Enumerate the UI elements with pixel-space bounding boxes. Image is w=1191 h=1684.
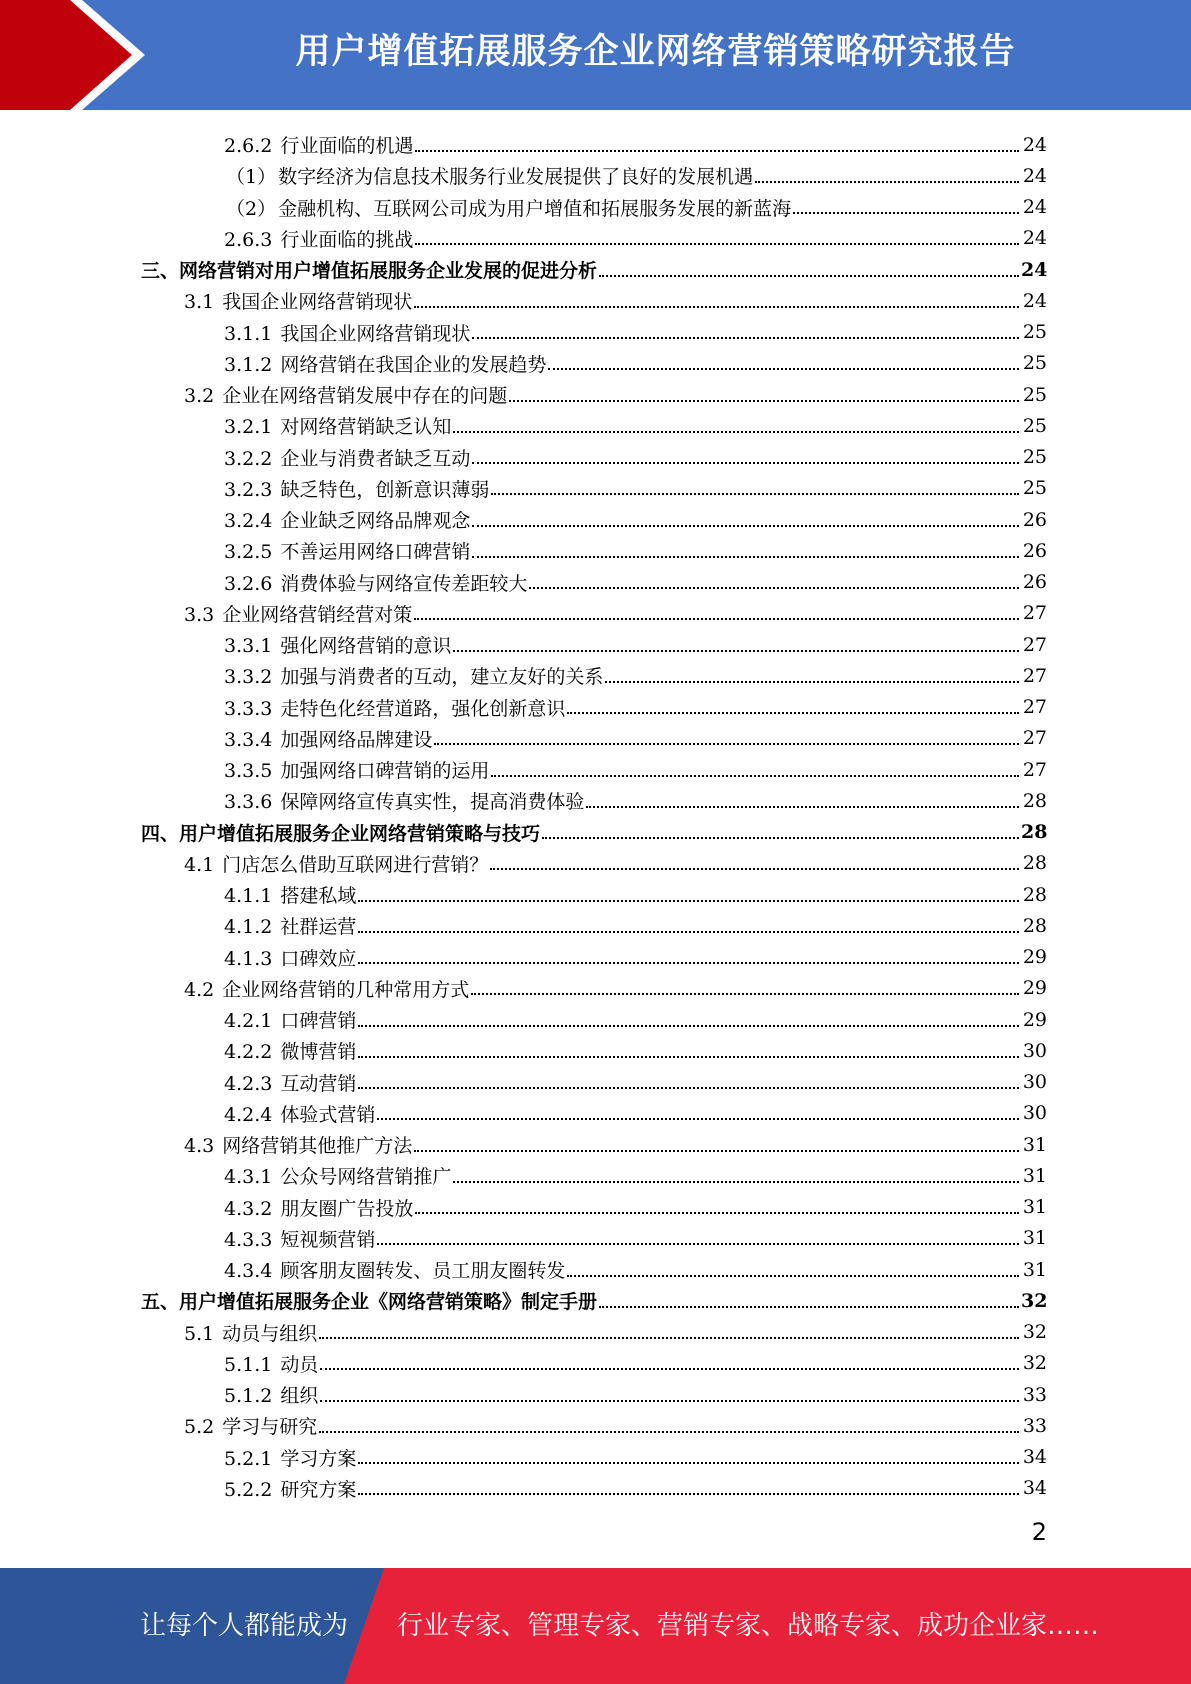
toc-dot-leader — [414, 306, 1019, 308]
toc-entry-label — [224, 1194, 415, 1221]
toc-dot-leader — [491, 775, 1019, 777]
toc-entry[interactable] — [0, 598, 1191, 629]
toc-entry-text: 短视频营销 — [280, 1228, 376, 1251]
toc-entry-page: 25 — [1022, 477, 1047, 500]
toc-dot-leader — [358, 931, 1019, 933]
toc-entry-label — [224, 1381, 320, 1408]
toc-dot-leader — [472, 556, 1019, 558]
toc-entry-label — [141, 819, 542, 846]
toc-entry[interactable] — [0, 1192, 1191, 1223]
footer-slogan-right: 行业专家、管理专家、营销专家、战略专家、成功企业家…… — [397, 1611, 1100, 1641]
toc-entry[interactable] — [0, 910, 1191, 941]
toc-entry[interactable] — [0, 848, 1191, 879]
toc-dot-leader — [358, 962, 1019, 964]
toc-entry-page: 33 — [1022, 1383, 1047, 1406]
toc-entry-page: 25 — [1022, 446, 1047, 469]
toc-entry[interactable] — [0, 879, 1191, 910]
toc-entry-number: 3.3.4 — [224, 728, 273, 751]
toc-entry-number: 3.3.3 — [224, 697, 273, 720]
toc-entry-page: 28 — [1022, 852, 1047, 875]
toc-entry[interactable] — [0, 317, 1191, 348]
toc-entry[interactable] — [0, 942, 1191, 973]
toc-entry-number: 3.2.5 — [224, 541, 273, 564]
toc-entry[interactable] — [0, 723, 1191, 754]
toc-entry-label — [224, 475, 491, 502]
toc-entry-page: 25 — [1022, 321, 1047, 344]
toc-entry-number: 3.3.6 — [224, 791, 273, 814]
toc-entry-text: 公众号网络营销推广 — [280, 1166, 452, 1189]
toc-entry-label — [184, 975, 471, 1002]
toc-entry[interactable] — [0, 379, 1191, 410]
toc-entry-text: 加强与消费者的互动，建立友好的关系 — [280, 666, 604, 689]
toc-entry-text: 保障网络宣传真实性，提高消费体验 — [280, 791, 585, 814]
toc-dot-leader — [586, 806, 1019, 808]
toc-entry-label — [184, 381, 509, 408]
toc-entry-page: 31 — [1022, 1258, 1047, 1281]
toc-dot-leader — [453, 650, 1019, 652]
toc-entry-text: 行业面临的机遇 — [280, 135, 414, 158]
toc-entry-label — [224, 725, 434, 752]
toc-entry-number: 3.3.1 — [224, 635, 273, 658]
toc-dot-leader — [320, 1400, 1019, 1402]
toc-entry-text: 网络营销其他推广方法 — [222, 1135, 413, 1158]
toc-entry-page: 26 — [1022, 508, 1047, 531]
toc-entry[interactable] — [0, 442, 1191, 473]
toc-entry-label — [184, 850, 490, 877]
toc-entry-text: 微博营销 — [280, 1041, 357, 1064]
toc-entry-label — [224, 631, 453, 658]
toc-entry-label — [224, 1162, 453, 1189]
toc-entry-page: 24 — [1022, 164, 1047, 187]
toc-entry[interactable] — [0, 192, 1191, 223]
toc-entry-text: 企业网络营销的几种常用方式 — [222, 978, 470, 1001]
toc-entry[interactable] — [0, 1098, 1191, 1129]
toc-entry-number: 3.2.1 — [224, 416, 273, 439]
toc-entry-label — [224, 787, 586, 814]
toc-entry-label — [224, 1225, 377, 1252]
toc-entry-number: 5.1 — [184, 1322, 215, 1345]
toc-dot-leader — [542, 837, 1019, 839]
toc-entry-label — [184, 600, 414, 627]
toc-entry[interactable] — [0, 223, 1191, 254]
toc-dot-leader — [490, 868, 1019, 870]
toc-entry-text: 缺乏特色，创新意识薄弱 — [280, 478, 490, 501]
toc-entry-page: 31 — [1022, 1196, 1047, 1219]
toc-entry-label — [224, 537, 472, 564]
header-chevron-icon — [0, 0, 160, 110]
toc-entry-text: 企业在网络营销发展中存在的问题 — [222, 385, 508, 408]
toc-entry[interactable] — [0, 1442, 1191, 1473]
toc-entry-page: 28 — [1022, 883, 1047, 906]
toc-entry-label — [224, 350, 548, 377]
toc-entry-label — [184, 1131, 414, 1158]
toc-entry[interactable] — [0, 535, 1191, 566]
toc-entry-label — [184, 1412, 319, 1439]
toc-entry[interactable] — [0, 1223, 1191, 1254]
toc-entry-page: 30 — [1022, 1071, 1047, 1094]
toc-entry-text: 三、网络营销对用户增值拓展服务企业发展的促进分析 — [141, 260, 598, 283]
toc-entry[interactable] — [0, 285, 1191, 316]
toc-entry-number: 4.3.1 — [224, 1166, 273, 1189]
toc-dot-leader — [605, 681, 1019, 683]
toc-entry-text: 对网络营销缺乏认知 — [280, 416, 452, 439]
toc-entry-number: 3.2.6 — [224, 572, 273, 595]
toc-entry-text: 加强网络口碑营销的运用 — [280, 760, 490, 783]
toc-entry[interactable] — [0, 1379, 1191, 1410]
toc-entry[interactable] — [0, 785, 1191, 816]
toc-entry-label — [224, 1069, 358, 1096]
toc-entry-label — [224, 412, 453, 439]
toc-entry-label — [224, 444, 472, 471]
toc-dot-leader — [509, 400, 1019, 402]
toc-entry-label — [141, 1287, 599, 1314]
toc-entry-number: 2.6.3 — [224, 228, 273, 251]
toc-entry-label — [224, 1475, 358, 1502]
toc-dot-leader — [793, 212, 1019, 214]
toc-dot-leader — [548, 368, 1019, 370]
toc-dot-leader — [472, 525, 1019, 527]
toc-entry-text: 口碑营销 — [280, 1010, 357, 1033]
toc-entry-text: 企业网络营销经营对策 — [222, 603, 413, 626]
toc-entry-number: 4.1.3 — [224, 947, 273, 970]
toc-entry-label — [224, 1350, 320, 1377]
toc-entry-text: 我国企业网络营销现状 — [280, 322, 471, 345]
toc-entry-page: 26 — [1022, 539, 1047, 562]
toc-entry-number: 5.1.1 — [224, 1353, 273, 1376]
toc-entry-label — [224, 1100, 377, 1127]
toc-entry-text: 体验式营销 — [280, 1103, 376, 1126]
toc-dot-leader — [529, 587, 1019, 589]
toc-entry-number: 4.1.2 — [224, 916, 273, 939]
toc-entry-page: 24 — [1022, 133, 1047, 156]
toc-entry-page: 31 — [1022, 1227, 1047, 1250]
toc-entry-text: 不善运用网络口碑营销 — [280, 541, 471, 564]
toc-entry-page: 29 — [1022, 946, 1047, 969]
toc-entry-page: 29 — [1022, 1008, 1047, 1031]
toc-dot-leader — [358, 900, 1019, 902]
toc-entry[interactable] — [0, 1129, 1191, 1160]
toc-entry-page: 24 — [1022, 289, 1047, 312]
toc-entry-page: 27 — [1022, 727, 1047, 750]
toc-entry-number: 5.1.2 — [224, 1385, 273, 1408]
toc-dot-leader — [358, 1493, 1019, 1495]
toc-entry[interactable] — [0, 817, 1191, 848]
toc-entry-number: 3.1.1 — [224, 322, 273, 345]
toc-dot-leader — [453, 431, 1019, 433]
toc-entry-number: 3.2.4 — [224, 510, 273, 533]
toc-dot-leader — [415, 150, 1019, 152]
toc-dot-leader — [358, 1087, 1019, 1089]
toc-entry[interactable] — [0, 567, 1191, 598]
toc-dot-leader — [358, 1025, 1019, 1027]
toc-entry-number: 4.2.1 — [224, 1010, 273, 1033]
toc-entry-number: （1） — [226, 166, 277, 189]
toc-entry-label — [224, 694, 567, 721]
toc-entry[interactable] — [0, 473, 1191, 504]
toc-entry[interactable] — [0, 1035, 1191, 1066]
toc-entry-label — [224, 662, 605, 689]
toc-entry-text: 研究方案 — [280, 1478, 357, 1501]
toc-entry-page: 27 — [1022, 602, 1047, 625]
table-of-contents — [0, 129, 1191, 1504]
page-header — [0, 0, 1191, 110]
toc-entry[interactable] — [0, 660, 1191, 691]
toc-entry[interactable] — [0, 973, 1191, 1004]
toc-entry-label — [224, 1256, 567, 1283]
toc-entry-label — [224, 881, 358, 908]
footer-slogan-left: 让每个人都能成为 — [140, 1611, 349, 1641]
toc-entry-number: 3.3.5 — [224, 760, 273, 783]
toc-entry-text: 企业缺乏网络品牌观念 — [280, 510, 471, 533]
toc-entry[interactable] — [0, 504, 1191, 535]
toc-dot-leader — [567, 712, 1019, 714]
toc-entry-label — [224, 912, 358, 939]
toc-entry-text: 数字经济为信息技术服务行业发展提供了良好的发展机遇 — [278, 166, 754, 189]
toc-entry-number: 4.2.4 — [224, 1103, 273, 1126]
toc-entry-page: 26 — [1022, 571, 1047, 594]
toc-entry-number: 4.3 — [184, 1135, 215, 1158]
toc-entry-page: 34 — [1022, 1446, 1047, 1469]
toc-entry-page: 32 — [1022, 1321, 1047, 1344]
toc-entry-text: 社群运营 — [280, 916, 357, 939]
toc-entry-page: 30 — [1022, 1102, 1047, 1125]
toc-entry-label — [224, 319, 472, 346]
toc-entry[interactable] — [0, 754, 1191, 785]
toc-entry-text: 走特色化经营道路，强化创新意识 — [280, 697, 566, 720]
toc-entry-text: 搭建私域 — [280, 885, 357, 908]
toc-entry-text: 消费体验与网络宣传差距较大 — [280, 572, 528, 595]
toc-entry-number: 3.3 — [184, 603, 215, 626]
toc-entry-label — [184, 1319, 319, 1346]
toc-dot-leader — [471, 993, 1019, 995]
page-footer — [0, 1568, 1191, 1684]
toc-entry-number: 3.2 — [184, 385, 215, 408]
toc-entry-text: 口碑效应 — [280, 947, 357, 970]
toc-dot-leader — [415, 243, 1019, 245]
toc-entry-page: 27 — [1022, 633, 1047, 656]
toc-entry-number: 3.2.2 — [224, 447, 273, 470]
toc-entry-label — [224, 944, 358, 971]
toc-entry-text: 朋友圈广告投放 — [280, 1197, 414, 1220]
toc-entry-page: 25 — [1022, 352, 1047, 375]
toc-entry[interactable] — [0, 129, 1191, 160]
toc-entry-text: 动员 — [280, 1353, 319, 1376]
toc-entry-label — [224, 1037, 358, 1064]
toc-entry-label — [226, 194, 793, 221]
toc-entry-page: 29 — [1022, 977, 1047, 1000]
toc-entry-text: 加强网络品牌建设 — [280, 728, 433, 751]
toc-entry-page: 27 — [1022, 664, 1047, 687]
toc-entry-number: 3.3.2 — [224, 666, 273, 689]
toc-entry-number: 2.6.2 — [224, 135, 273, 158]
toc-dot-leader — [358, 1056, 1019, 1058]
toc-entry-label — [224, 1006, 358, 1033]
toc-entry-number: 5.2 — [184, 1416, 215, 1439]
toc-entry-label — [224, 131, 415, 158]
toc-entry-page: 27 — [1022, 758, 1047, 781]
toc-entry-number: （2） — [226, 197, 277, 220]
toc-entry[interactable] — [0, 1348, 1191, 1379]
toc-entry[interactable] — [0, 692, 1191, 723]
toc-entry-text: 顾客朋友圈转发、员工朋友圈转发 — [280, 1260, 566, 1283]
toc-entry-label — [226, 162, 755, 189]
toc-entry[interactable] — [0, 160, 1191, 191]
toc-entry-text: 五、用户增值拓展服务企业《网络营销策略》制定手册 — [141, 1291, 598, 1314]
toc-entry[interactable] — [0, 1067, 1191, 1098]
toc-entry-page: 24 — [1022, 227, 1047, 250]
toc-entry-text: 行业面临的挑战 — [280, 228, 414, 251]
toc-entry-label — [224, 756, 491, 783]
toc-entry-number: 4.1 — [184, 853, 215, 876]
toc-entry-number: 4.3.4 — [224, 1260, 273, 1283]
toc-dot-leader — [320, 1368, 1019, 1370]
toc-entry-page: 33 — [1022, 1414, 1047, 1437]
toc-entry-text: 强化网络营销的意识 — [280, 635, 452, 658]
toc-entry-number: 3.1.2 — [224, 353, 273, 376]
toc-entry-page: 25 — [1022, 383, 1047, 406]
toc-dot-leader — [434, 743, 1019, 745]
toc-entry-text: 互动营销 — [280, 1072, 357, 1095]
toc-entry-text: 门店怎么借助互联网进行营销？ — [222, 853, 489, 876]
toc-entry-number: 4.3.2 — [224, 1197, 273, 1220]
toc-entry-page: 28 — [1022, 789, 1047, 812]
toc-entry[interactable] — [0, 1410, 1191, 1441]
toc-entry-page: 31 — [1022, 1133, 1047, 1156]
toc-dot-leader — [567, 1275, 1019, 1277]
toc-entry-page: 30 — [1022, 1039, 1047, 1062]
toc-entry[interactable] — [0, 410, 1191, 441]
toc-entry[interactable] — [0, 348, 1191, 379]
toc-dot-leader — [319, 1431, 1019, 1433]
toc-entry-number: 4.2.2 — [224, 1041, 273, 1064]
toc-dot-leader — [472, 462, 1019, 464]
toc-entry[interactable] — [0, 254, 1191, 285]
toc-entry-number: 4.3.3 — [224, 1228, 273, 1251]
toc-entry[interactable] — [0, 1004, 1191, 1035]
toc-entry-page: 32 — [1022, 1352, 1047, 1375]
toc-entry-page: 24 — [1021, 258, 1048, 281]
toc-entry-page: 25 — [1022, 414, 1047, 437]
toc-entry-number: 4.2.3 — [224, 1072, 273, 1095]
toc-entry-label — [224, 1444, 358, 1471]
toc-dot-leader — [319, 1337, 1019, 1339]
toc-entry-label — [224, 569, 529, 596]
toc-dot-leader — [491, 493, 1019, 495]
toc-entry-label — [224, 506, 472, 533]
toc-entry-text: 我国企业网络营销现状 — [222, 291, 413, 314]
toc-dot-leader — [599, 1306, 1019, 1308]
toc-dot-leader — [377, 1243, 1019, 1245]
toc-dot-leader — [377, 1118, 1019, 1120]
toc-entry-page: 32 — [1021, 1289, 1048, 1312]
toc-entry[interactable] — [0, 1317, 1191, 1348]
toc-entry-text: 四、用户增值拓展服务企业网络营销策略与技巧 — [141, 822, 541, 845]
toc-entry-text: 企业与消费者缺乏互动 — [280, 447, 471, 470]
toc-entry-page: 24 — [1022, 196, 1047, 219]
toc-entry-page: 28 — [1021, 821, 1048, 844]
toc-dot-leader — [453, 1181, 1019, 1183]
toc-entry-text: 网络营销在我国企业的发展趋势 — [280, 353, 547, 376]
toc-entry-number: 5.2.1 — [224, 1447, 273, 1470]
toc-entry-number: 3.2.3 — [224, 478, 273, 501]
toc-entry-text: 学习与研究 — [222, 1416, 318, 1439]
toc-dot-leader — [755, 181, 1019, 183]
toc-entry-page: 27 — [1022, 696, 1047, 719]
toc-entry-text: 金融机构、互联网公司成为用户增值和拓展服务发展的新蓝海 — [278, 197, 792, 220]
toc-entry-text: 学习方案 — [280, 1447, 357, 1470]
report-title: 用户增值拓展服务企业网络营销策略研究报告 — [295, 32, 1016, 72]
toc-entry-number: 4.2 — [184, 978, 215, 1001]
page-number: 2 — [1031, 1518, 1047, 1546]
toc-entry[interactable] — [0, 1160, 1191, 1191]
toc-dot-leader — [599, 275, 1019, 277]
toc-entry-label — [224, 225, 415, 252]
toc-entry-number: 5.2.2 — [224, 1478, 273, 1501]
toc-entry[interactable] — [0, 1285, 1191, 1316]
toc-entry-page: 31 — [1022, 1164, 1047, 1187]
toc-entry[interactable] — [0, 1254, 1191, 1285]
toc-dot-leader — [414, 1150, 1019, 1152]
toc-entry-label — [184, 287, 414, 314]
toc-entry[interactable] — [0, 1473, 1191, 1504]
toc-entry-label — [141, 256, 599, 283]
toc-entry-number: 3.1 — [184, 291, 215, 314]
toc-entry-text: 动员与组织 — [222, 1322, 318, 1345]
toc-entry-page: 28 — [1022, 914, 1047, 937]
toc-entry[interactable] — [0, 629, 1191, 660]
toc-dot-leader — [358, 1462, 1019, 1464]
toc-entry-page: 34 — [1022, 1477, 1047, 1500]
toc-dot-leader — [472, 337, 1019, 339]
toc-entry-text: 组织 — [280, 1385, 319, 1408]
toc-dot-leader — [415, 1212, 1019, 1214]
toc-entry-number: 4.1.1 — [224, 885, 273, 908]
toc-dot-leader — [414, 618, 1019, 620]
